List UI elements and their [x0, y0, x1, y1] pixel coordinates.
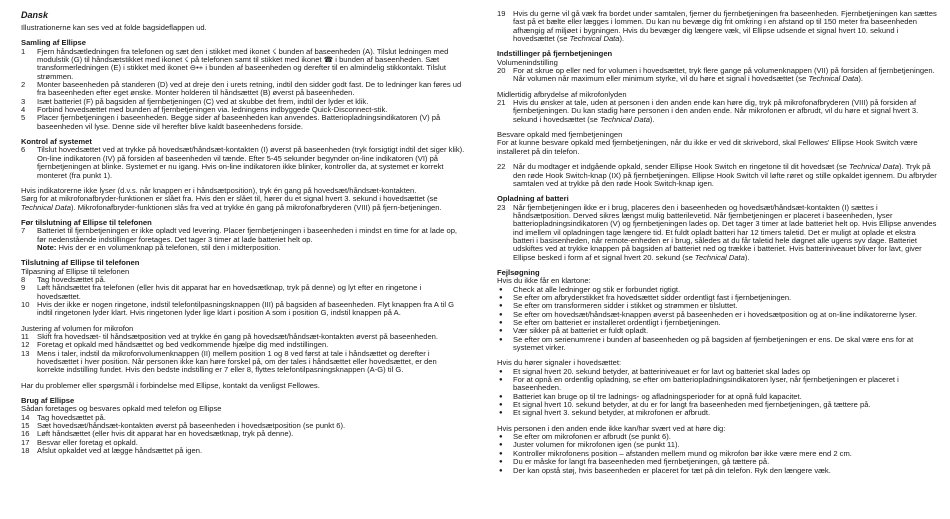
bullet-text: Et signal hvert 20. sekund betyder, at batteriniveauet er for lavt og batteriet skal lades op: [513, 366, 811, 376]
bullet-icon: ●: [499, 286, 503, 293]
numbered-list: [497, 10, 937, 43]
item-number: 2: [21, 80, 26, 90]
item-number: 13: [21, 348, 30, 358]
numbered-list: [21, 146, 466, 179]
list-item: [21, 301, 466, 318]
subheading: Justering af volumen for mikrofon: [21, 323, 134, 333]
bullet-text: Se efter om hovedsæt/håndsæt-knappen øverst på baseenheden er i hovedsætposition og at on-line indikatorerne lyser.: [513, 309, 917, 319]
paragraph: Har du problemer eller spørgsmål i forbindelse med Ellipse, kontakt da venligst Fellowes.: [21, 380, 320, 390]
bullet-icon: ●: [499, 368, 503, 375]
bullet-icon: ●: [499, 311, 503, 318]
bullet-icon: ●: [499, 320, 503, 326]
item-text: Tag hovedsættet på.: [37, 412, 106, 422]
list-item: [497, 99, 937, 124]
list-item: [21, 284, 466, 301]
subheading: Hvis personen i den anden ende ikke kan/har svært ved at høre dig:: [497, 423, 726, 433]
bullet-text: Se efter om batteriet er installeret ordentligt i fjernbetjeningen.: [513, 318, 721, 327]
bullet-icon: ●: [499, 402, 503, 409]
item-text: Løft håndsættet fra telefonen (eller hvis dit apparat har en hovedsætknap, tryk på denne) og lyt efter en ringetone i hovedsættet.: [37, 283, 422, 301]
item-text: Skift fra hovedsæt- til håndsætposition ved at trykke én gang på hovedsæt/håndsæt-kontakten øverst på baseenheden.: [37, 332, 439, 341]
item-number: 12: [21, 340, 30, 350]
note-text: Hvis der er en volumenknap på telefonen, stil den i midterposition.: [56, 242, 281, 252]
item-number: 22: [497, 162, 506, 172]
list-item: [21, 81, 466, 98]
bullet-text: Se efter om serienumrene i bunden af baseenheden og på bagsiden af fjernbetjeningen er ens. De skal være ens for at systemet virker.: [513, 334, 914, 353]
section-heading: Kontrol af systemet: [21, 137, 92, 147]
item-number: 6: [21, 145, 26, 155]
list-item: [21, 227, 466, 244]
subheading: Hvis du hører signaler i hovedsættet:: [497, 358, 622, 368]
bullet-text: For at opnå en ordentlig opladning, se efter om batteriopladningsindikatoren lyser, når fjernbetjeningen er placeret i baseenheden.: [513, 375, 899, 393]
numbered-list: [497, 67, 937, 84]
item-number: 19: [497, 9, 506, 18]
item-text: Besvar eller foretag et opkald.: [37, 437, 138, 447]
item-number: 1: [21, 46, 26, 56]
paragraph: For at kunne besvare opkald med fjernbetjeningen, når du ikke er ved dit skrivebord, skal Fellowes' Ellipse Hook Switch være installeret på din telefon.: [497, 138, 918, 156]
item-number: 20: [497, 66, 506, 76]
bullet-item: [497, 467, 937, 475]
list-item: [21, 114, 466, 131]
numbered-list: [21, 276, 466, 318]
list-item: [497, 163, 937, 188]
item-text: Løft håndsættet (eller hvis dit apparat har en hovedsætknap, tryk på denne).: [37, 429, 294, 439]
bullet-list: [497, 286, 937, 353]
item-number: 10: [21, 299, 30, 309]
item-text: Fjern håndsætledningen fra telefonen og sæt den i stikket med ikonet ☇ bunden af baseenheden (A). Tilslut ledningen med modulstik (G) til håndsætstikket med ikonet ☇ på telefonen samt til stikket med ikonet ☎ i bunden af baseenheden. Sæt transformerledningen (E) i stikket med ikonet ⊖•+ i bunden af baseenheden og derefter til en almindelig stikkontakt. Tilslut strømmen.: [37, 46, 449, 81]
numbered-list: [497, 163, 937, 188]
list-item: [497, 67, 937, 84]
bullet-text: Se efter om transformeren sidder i stikket og strømmen er tilsluttet.: [513, 301, 738, 311]
bullet-icon: ●: [499, 467, 503, 474]
list-item: [21, 146, 466, 179]
item-text: Placer fjernbetjeningen i baseenheden. Begge sider af baseenheden kan anvendes. Batteriopladningsindikatoren (V) på baseenheden vil lyse. Denne side vil herefter blive kaldt baseenhedens forside.: [37, 113, 441, 131]
bullet-icon: ●: [499, 303, 503, 310]
note: [21, 244, 466, 252]
bullet-text: Se efter om mikrofonen er afbrudt (se punkt 6).: [513, 432, 671, 442]
subheading: Tilpasning af Ellipse til telefonen: [21, 266, 130, 276]
section-remote-settings: [497, 50, 937, 188]
paragraph: Sørg for at mikrofonafbryder-funktionen er slået fra. Hvis den er slået til, hører du et signal hvert 3. sekund i hovedsættet (se Technical Data). Mikrofonafbryder-funktionen slås fra ved at trykke én gang på mikrofonafbryderen (VIII) på fjern-betjeningen.: [21, 194, 442, 212]
bullet-icon: ●: [499, 294, 503, 301]
bullet-text: Juster volumen for mikrofonen igen (se punkt 11).: [513, 440, 680, 450]
item-text: Hvis der ikke er nogen ringetone, indstil telefontilpasningsknappen (III) på bagsiden af baseenheden. Flyt knappen fra A til G indtil ringetonen lyder klart. Hvis ringetonen lyder lige klart i position A som i position G, indstil knappen på A.: [37, 299, 455, 318]
bullet-text: Der kan opstå støj, hvis baseenheden er placeret for tæt på din telefon. Ryk den længere væk.: [513, 465, 831, 475]
item-text: Hvis du ønsker at tale, uden at personen i den anden ende kan høre dig, tryk på mikrofonafbryderen (VIII) på forsiden af fjernbetjeningen. Du kan stadig høre personen i den anden ende. Når mikrofonen er afbrudt, vil du høre et signal hvert 3. sekund i hovedsættet (se Technical Data).: [513, 98, 919, 124]
item-text: Isæt batteriet (F) på bagsiden af fjernbetjeningen (C) ved at skubbe det frem, indtil der lyder et klik.: [37, 96, 369, 106]
bullet-icon: ●: [499, 434, 503, 441]
item-number: 15: [21, 421, 30, 431]
bullet-item: [497, 409, 937, 417]
bullet-icon: ●: [499, 377, 503, 384]
section-usage: [21, 397, 466, 455]
numbered-list: [21, 414, 466, 456]
section-heading: Indstillinger på fjernbetjeningen: [497, 49, 613, 59]
section-heading: Brug af Ellipse: [21, 396, 75, 406]
item-text: Hvis du gerne vil gå væk fra bordet under samtalen, fjerner du fjernbetjeningen fra baseenheden. Fjernbetjeningen kan sættes fast på et bælte eller lægges i lommen. Du kan nu bevæge dig frit omkring i en afstand op til 150 meter fra baseenheden afhængig af miljøet i bygningen. Hvis du bevæger dig længere væk, vil Ellipse udsende et signal hvert 10. sekund i hovedsættet (se Technical Data).: [513, 9, 937, 44]
bullet-item: [497, 376, 937, 393]
subheading: Hvis du ikke får en klartone:: [497, 276, 591, 286]
bullet-icon: ●: [499, 410, 503, 417]
item-text: Mens i taler, indstil da mikrofonvolumenknappen (II) mellem position 1 og 8 ved først at tale i håndsættet og derefter i hovedsættet i hver position. Når personen ikke kan høre forskel på, om der tales i håndsættet eller hovedsættet, er den korrekte indstilling fundet. Hvis den bedste indstilling er 7 eller 8, flyttes telefontilpasningsknappen (A-G) til G.: [37, 348, 437, 375]
item-number: 21: [497, 98, 506, 108]
note-label: Note:: [37, 242, 57, 252]
numbered-list: [497, 204, 937, 262]
bullet-icon: ●: [499, 459, 503, 466]
list-item: [21, 48, 466, 81]
item-text: Batteriet til fjernbetjeningen er ikke opladt ved levering. Placer fjernbetjeningen i baseenheden i mindst en time for at lade op, før nedenstående indstillinger foretages. Det tager 3 timer at lade batteriet helt op.: [37, 226, 458, 244]
item-text: Tilslut hovedsættet ved at trykke på hovedsæt/håndsæt-kontakten (I) øverst på baseenheden (tryk forsigtigt indtil det siger klik). On-line indikatoren (IV) på forsiden af baseenheden vil tænde. Efter 5-45 sekunder begynder on-line indikatoren (VI) på fjernbetjeningen at blinke. Systemet er nu igang. Hvis on-line indikatoren ikke blinker, kontroller da, at systemet er korrekt monteret (fra punkt 1).: [37, 145, 465, 180]
item-number: 11: [21, 332, 29, 341]
numbered-list: [21, 333, 466, 375]
item-number: 5: [21, 113, 26, 123]
bullet-text: Se efter om afbryderstikket fra hovedsættet sidder ordentligt fast i fjernbetjeningen.: [513, 292, 792, 302]
right-column: [497, 10, 937, 475]
list-item: [497, 204, 937, 262]
item-text: Foretag et opkald med håndsættet og bed vedkommende hjælpe dig med indstillingen.: [37, 340, 329, 350]
item-text: For at skrue op eller ned for volumen i hovedsættet, tryk flere gange på volumenknappen (VII) på forsiden af fjernbetjeningen. Når volumen når maximum eller minimum styrke, vil du høre et signal i hovedsættet (se Technical Data).: [513, 66, 935, 84]
bullet-text: Vær sikker på at batteriet er fuldt opladt.: [513, 326, 649, 336]
bullet-list: [497, 433, 937, 475]
numbered-list: [21, 227, 466, 244]
bullet-text: Batteriet kan bruge op til tre ladnings- og afladningsperioder for at opnå fuld kapacitet.: [513, 391, 802, 401]
item-text: Tag hovedsættet på.: [37, 274, 106, 284]
section-troubleshooting: [497, 269, 937, 475]
bullet-icon: ●: [499, 393, 503, 400]
bullet-icon: ●: [499, 442, 503, 449]
bullet-text: Kontroller mikrofonens position – afstanden mellem mund og mikrofon bør ikke være mere end 2 cm.: [513, 448, 852, 458]
item-text: Forbind hovedsættet med bunden af fjernbetjeningen via. ledningens indbyggede Quick-Disconnect-stik.: [37, 105, 388, 115]
section-heading: Tilslutning af Ellipse til telefonen: [21, 258, 140, 268]
subheading: Sådan foretages og besvares opkald med telefon og Ellipse: [21, 404, 222, 414]
section-heading: Før tilslutning af Ellipse til telefonen: [21, 217, 152, 227]
bullet-icon: ●: [499, 328, 503, 335]
subheading: Midlertidig afbrydelse af mikrofonlyden: [497, 89, 627, 99]
list-item: [21, 447, 466, 455]
item-number: 7: [21, 226, 26, 236]
section-heading: Fejlsøgning: [497, 267, 540, 277]
language-title: Dansk: [21, 10, 49, 20]
item-number: 16: [21, 429, 30, 439]
bullet-text: Check at alle ledninger og stik er forbundet rigtigt.: [513, 284, 681, 294]
section-heading: Samling af Ellipse: [21, 38, 86, 48]
bullet-text: Du er måske for langt fra baseenheden med fjernbetjeningen, gå tættere på.: [513, 457, 770, 467]
subheading: Besvare opkald med fjernbetjeningen: [497, 130, 623, 140]
section-before-connect: [21, 219, 466, 252]
item-number: 9: [21, 283, 26, 293]
item-text: Når du modtager et indgående opkald, sender Ellipse Hook Switch en ringetone til dit hovedsæt (se Technical Data). Tryk på den røde Hook Switch-knap (IX) på fjernbetjeningen. Ellipse Hook Switch vil løfte røret og stille opkaldet igennem. Du afbryder samtalen ved at trykke på den røde Hook Switch-knap igen.: [513, 162, 937, 188]
bullet-icon: ●: [499, 450, 503, 457]
section-connect: [21, 259, 466, 390]
bullet-text: Et signal hvert 3. sekund betyder, at mikrofonen er afbrudt.: [513, 408, 711, 418]
bullet-text: Et signal hvert 10. sekund betyder, at du er for langt fra baseenheden med fjernbetjeningen, gå tættere på.: [513, 400, 871, 410]
item-number: 4: [21, 105, 26, 115]
numbered-list: [497, 99, 937, 124]
item-text: Sæt hovedsæt/håndsæt-kontakten øverst på baseenheden i hovedsætposition (se punkt 6).: [37, 421, 346, 431]
section-system-check: [21, 138, 466, 212]
bullet-icon: ●: [499, 336, 503, 343]
section-heading: Opladning af batteri: [497, 194, 569, 204]
item-number: 17: [21, 437, 30, 447]
item-number: 3: [21, 96, 26, 106]
bullet-item: [497, 336, 937, 353]
list-item: [21, 350, 466, 375]
bullet-list: [497, 368, 937, 418]
list-item: [497, 10, 937, 43]
item-text: Når fjernbetjeningen ikke er i brug, placeres den i baseenheden og hovedsæt/håndsæt-kontakten (I) sættes i håndsætposition. Derved sikres længst mulig batterilevetid. Når fjernbetjeningen er placeret i baseenheden, lyser batteriopladningsindikatoren (V) og fjernbetjeningen lades op. Det tager 3 timer at lade batteriet helt op. Hvis Ellipse anvendes ind imellem vil opladningen tage længere tid. Et fuldt opladt batteri har 12 timers taletid. Det er muligt at oplade et ekstra batteri i basisenheden, når remote-enheden er i brug, således at du får taletid hele døgnet alle ugens syv dage. Batteriet udskiftes ved at trykke knappen på bagsiden af batteriet ned og trække i batteriet. Hvis batteriniveauet bliver for lavt, giver Ellipse besked i form af et signal hvert 20. sekund (se Technical Data).: [513, 202, 937, 262]
item-number: 18: [21, 446, 30, 456]
item-text: Afslut opkaldet ved at lægge håndsættet på igen.: [37, 446, 203, 456]
numbered-list: [21, 48, 466, 131]
section-assembly: [21, 39, 466, 131]
item-number: 23: [497, 202, 506, 212]
item-text: Monter baseenheden på standeren (D) ved at dreje den i urets retning, indtil den sidder godt fast. De to ledninger kan føres ud fra baseenheden efter eget ønske. Monter holderen til håndsættet (B) øverst på baseenheden.: [37, 80, 462, 98]
paragraph: Hvis indikatorerne ikke lyser (d.v.s. når knappen er i håndsætposition), tryk én gang på hovedsæt/håndsæt-kontakten.: [21, 185, 417, 195]
left-column: [21, 10, 466, 455]
item-number: 14: [21, 412, 30, 422]
section-battery: [497, 195, 937, 262]
item-number: 8: [21, 274, 26, 284]
subheading: Volumenindstilling: [497, 57, 558, 67]
intro-text: Illustrationerne kan ses ved at folde bagsideflappen ud.: [21, 23, 207, 32]
